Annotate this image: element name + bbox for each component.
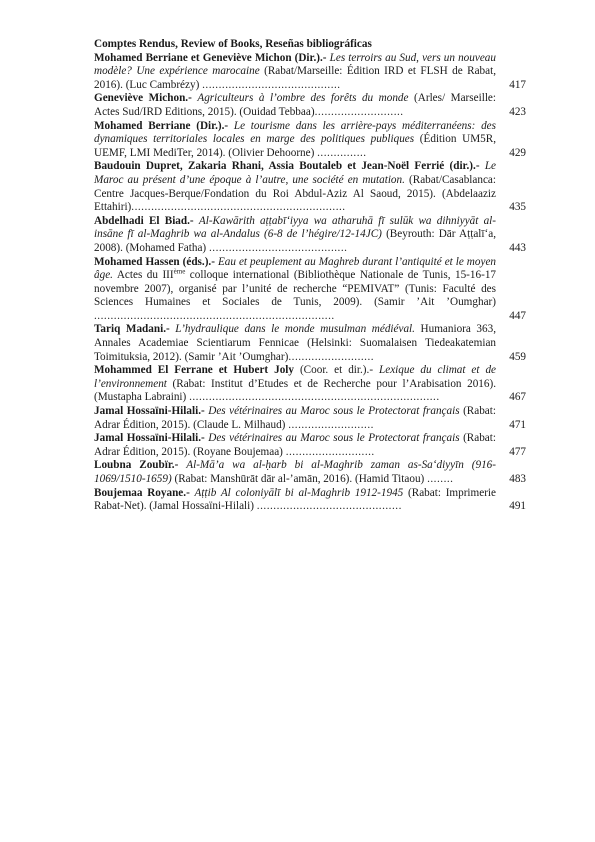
entry-publication: (Rabat: Adrar Édition, 2015). (Royane Boujemaa) <box>94 432 496 458</box>
entry-title: Les terroirs au Sud, vers un nouveau modèle? Une expérience marocaine <box>94 51 496 78</box>
entry-author: Mohamed Berriane (Dir.).- <box>94 119 229 132</box>
section-heading: Comptes Rendus, Review of Books, Reseñas bibliográficas <box>94 38 372 50</box>
entry-author: Mohammed El Ferrane et Hubert Joly <box>94 364 294 377</box>
leader-dots: .......................................... <box>208 241 348 254</box>
leader-dots: ............................................ <box>256 500 402 513</box>
entry-author: Mohamed Hassen (éds.).- <box>94 255 215 268</box>
entry-title: L’hydraulique dans le monde musulman médiéval. <box>175 323 415 336</box>
leader-dots: ........................... <box>314 105 404 118</box>
entry-author: Loubna Zoubïr.- <box>94 459 179 472</box>
leader-dots: .......................... <box>288 418 374 431</box>
page-number: 471 <box>509 418 526 431</box>
page-number: 435 <box>509 201 526 214</box>
leader-dots: ......................................................................... <box>94 309 335 322</box>
leader-dots: .......................... <box>288 350 375 363</box>
entry-title: Des vétérinaires au Maroc sous le Protectorat français <box>208 432 460 445</box>
page-number: 429 <box>509 146 526 159</box>
leader-dots: ................................................................. <box>131 201 346 214</box>
review-entry <box>94 323 526 364</box>
entry-publication: (Édition UM5R, UEMF, LMI MediTer, 2014). (Olivier Dehoorne) <box>94 133 497 159</box>
review-entry <box>94 487 526 514</box>
entry-author: Jamal Hossaïni-Hilali.- <box>94 405 205 418</box>
page-number: 467 <box>509 391 526 404</box>
entry-publication: Humaniora 363, Annales Academiae Scientiarum Fennicae (Helsinki: Suomalaisen Tiedeakatemian Toimituksia, 2012). (Samir ’Ait ’Oumghar) <box>94 323 497 363</box>
review-entry <box>94 92 526 119</box>
entry-title: Des vétérinaires au Maroc sous le Protectorat français <box>208 405 460 418</box>
entry-author: Baudouin Dupret, Zakaria Rhani, Assia Boutaleb et Jean-Noël Ferrié (dir.).- <box>94 160 480 173</box>
leader-dots: ............................................................................ <box>189 391 440 404</box>
leader-dots: ............... <box>317 146 367 159</box>
leader-dots: ........................... <box>285 445 375 458</box>
entry-publication: (Rabat: Imprimerie Rabat-Net). (Jamal Hossaïni-Hilali) <box>94 486 497 513</box>
page-number: 443 <box>509 241 526 254</box>
entry-author: Boujemaa Royane.- <box>94 486 190 499</box>
page-number: 491 <box>509 500 526 513</box>
page-number: 477 <box>509 445 526 458</box>
entry-publication: (Arles/ Marseille: Actes Sud/IRD Editions, 2015). (Ouidad Tebbaa) <box>94 92 497 118</box>
review-entry <box>94 52 526 93</box>
entry-publication: (Rabat/Casablanca: Centre Jacques-Berque/Fondation du Roi Abdul-Aziz Al Saoud, 2015). (Abdelaaziz Ettahiri) <box>94 173 496 214</box>
entry-title: Le Maroc au présent d’une époque à l’autre, une société en mutation. <box>94 160 497 186</box>
entry-publication: Actes du III <box>116 269 174 282</box>
entry-title: Lexique du climat et de l’environnement <box>94 364 497 390</box>
review-entry <box>94 459 526 486</box>
review-entry <box>94 120 526 161</box>
entry-title: Al-Mā’a wa al-ḥarb bi al-Maghrib zaman as-Sa‘diyyīn (916-1069/1510-1659) <box>94 459 496 485</box>
page-number: 483 <box>509 473 526 485</box>
page-number: 423 <box>509 105 526 118</box>
review-entry <box>94 160 526 214</box>
review-entry <box>94 364 526 405</box>
review-entry <box>94 256 526 324</box>
entry-publication: (Rabat: Adrar Édition, 2015). (Claude L. Milhaud) <box>94 405 496 431</box>
review-entry <box>94 215 526 256</box>
review-entry <box>94 405 526 432</box>
entry-author: Mohamed Berriane et Geneviève Michon (Dir.).- <box>94 51 327 64</box>
entry-publication: (Beyrouth: Dār Aṭṭalī‘a, 2008). (Mohamed Fatha) <box>94 228 497 254</box>
leader-dots: .......................................... <box>202 78 341 91</box>
leader-dots: ........ <box>427 473 454 485</box>
page-number: 417 <box>509 78 526 91</box>
superscript-ordinal: ème <box>173 267 186 276</box>
entry-publication: (Rabat/Marseille: Édition IRD et FLSH de Rabat, 2016). (Luc Cambrézy) <box>94 65 497 91</box>
entry-title: Le tourisme dans les arrière-pays méditerranéens: des dynamiques territoriales locales en marge des politiques publiques <box>94 119 497 146</box>
entry-author: Abdelhadi El Biad.- <box>94 214 194 227</box>
entry-publication-continued: colloque international (Bibliothèque Nationale de Tunis, 15-16-17 novembre 2007), organisé par l’unité de recherche “PEMIVAT” (Tunis: Faculté des Sciences Humaines et Sociales de Tunis, 2009). (Samir ’Ait ’Oumghar) <box>94 269 497 309</box>
entry-author: Geneviève Michon.- <box>94 92 192 105</box>
entry-publication: (Rabat: Manshūrāt dār al-’amān, 2016). (Hamid Titaou) <box>174 473 425 485</box>
page-number: 459 <box>509 350 526 363</box>
entry-author: Tariq Madani.- <box>94 323 170 336</box>
page-number: 447 <box>509 309 526 322</box>
entry-title: Agriculteurs à l’ombre des forêts du monde <box>197 92 409 105</box>
entry-title: Aṭṭib Al coloniyālī bi al-Maghrib 1912-1945 <box>194 486 404 499</box>
review-index <box>94 38 526 514</box>
entry-author-role: (Coor. et dir.).- <box>299 364 374 377</box>
entry-author: Jamal Hossaïni-Hilali.- <box>94 432 205 445</box>
entry-title: Al-Kawārith aṭṭabī‘iyya wa atharuhā fī sulūk wa dihniyyāt al-insāne fī al-Maghrib wa al-Andalus (6-8 de l’hégire/12-14JC) <box>94 214 497 241</box>
review-entry <box>94 432 526 459</box>
entry-publication: (Rabat: Institut d’Etudes et de Recherche pour l’Arabisation 2016). (Mustapha Labraini) <box>94 377 497 404</box>
entry-title: Eau et peuplement au Maghreb durant l’antiquité et le moyen âge. <box>94 255 496 282</box>
